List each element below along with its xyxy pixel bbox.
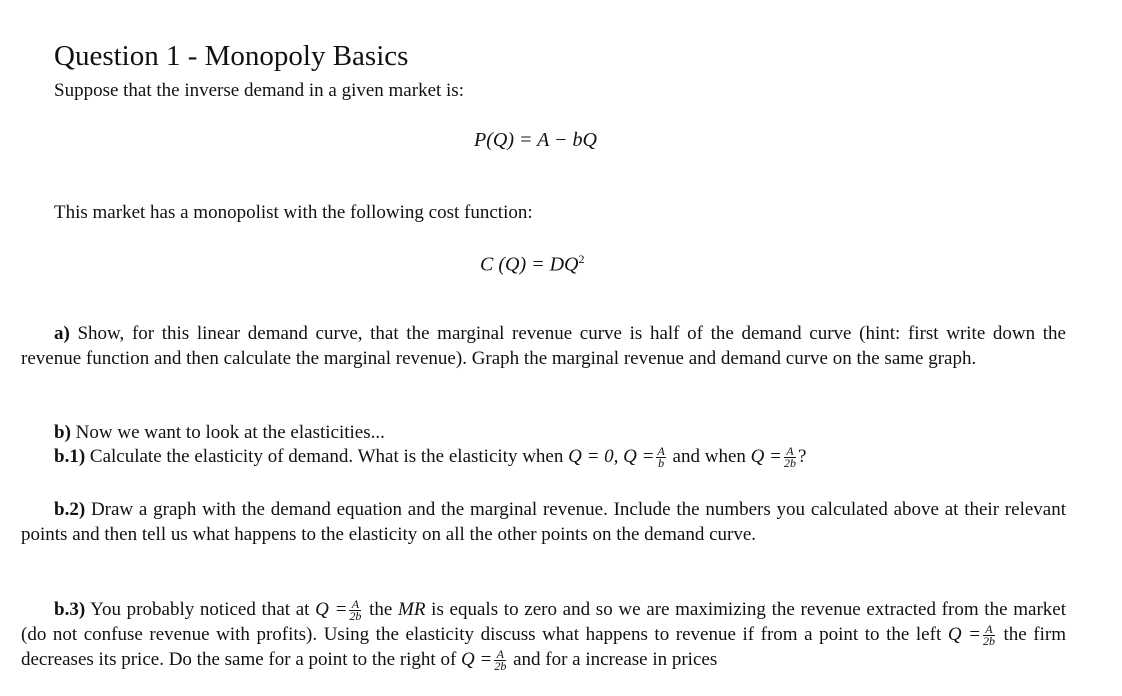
fraction-a-over-2b: $\frac{A}{2b}$ [783, 444, 796, 471]
cost-equation [480, 252, 585, 277]
fraction-a-over-2b: $\frac{A}{2b}$ [494, 647, 507, 674]
part-a-text: Show, for this linear demand curve, that the marginal revenue curve is half of the demand curve (hint: first write down the revenue function and then calculate the marginal revenue). Graph the marginal revenue and demand curve on the same graph. [21, 323, 1066, 369]
intro-text: Suppose that the inverse demand in a given market is: [54, 80, 464, 101]
part-b-label: b) [54, 422, 71, 443]
part-b1 [54, 446, 806, 469]
cost-equation-base: C (Q) = DQ [480, 253, 579, 276]
part-b1-q2: Q = [750, 446, 782, 467]
part-b2-label: b.2) [54, 499, 86, 520]
part-b1-and-when: and when [672, 446, 746, 467]
fraction-a-over-b: $\frac{A}{b}$ [657, 444, 665, 471]
part-b3-text-2: the [369, 599, 393, 620]
part-b3-text-4: the firm decreases its price. Do the same for a point to the right of [21, 624, 1067, 671]
cost-equation-exponent: 2 [578, 252, 585, 266]
question-title: Question 1 - Monopoly Basics [54, 40, 409, 72]
part-b1-qmark: ? [797, 446, 807, 467]
part-b2 [21, 497, 1066, 547]
part-b-text: Now we want to look at the elasticities... [75, 422, 385, 443]
demand-equation: P(Q) = A − bQ [474, 129, 597, 151]
part-b1-label: b.1) [54, 446, 86, 467]
part-b3 [21, 597, 1066, 672]
part-a-label: a) [54, 323, 70, 344]
part-b3-text-3: is equals to zero and so we are maximizing the revenue extracted from the market (do not confuse revenue with profits). Using the elasticity discuss what happens to revenue if from a point to the left [21, 599, 1066, 646]
part-b [54, 422, 385, 444]
part-b1-text: Calculate the elasticity of demand. What is the elasticity when [89, 446, 564, 467]
part-b3-q-1: Q = [315, 599, 348, 620]
part-b1-q0: Q = 0, [568, 446, 619, 467]
part-b3-mr: MR [398, 599, 426, 620]
part-b3-q-3: Q = [461, 649, 493, 671]
part-b3-q-2: Q = [947, 624, 981, 646]
cost-intro-text: This market has a monopolist with the following cost function: [54, 202, 533, 223]
part-a [21, 321, 1066, 371]
fraction-a-over-2b: $\frac{A}{2b}$ [982, 622, 995, 649]
part-b2-text: Draw a graph with the demand equation and the marginal revenue. Include the numbers you calculated above at their relevant points and then tell us what happens to the elasticity on all the other points on the demand curve. [21, 499, 1066, 545]
part-b3-text-5: and for a increase in prices [513, 649, 718, 671]
fraction-a-over-2b: $\frac{A}{2b}$ [349, 597, 362, 624]
part-b1-q1: Q = [623, 446, 655, 467]
part-b3-text-1: You probably noticed that at [90, 599, 310, 620]
part-b3-label: b.3) [54, 599, 86, 620]
